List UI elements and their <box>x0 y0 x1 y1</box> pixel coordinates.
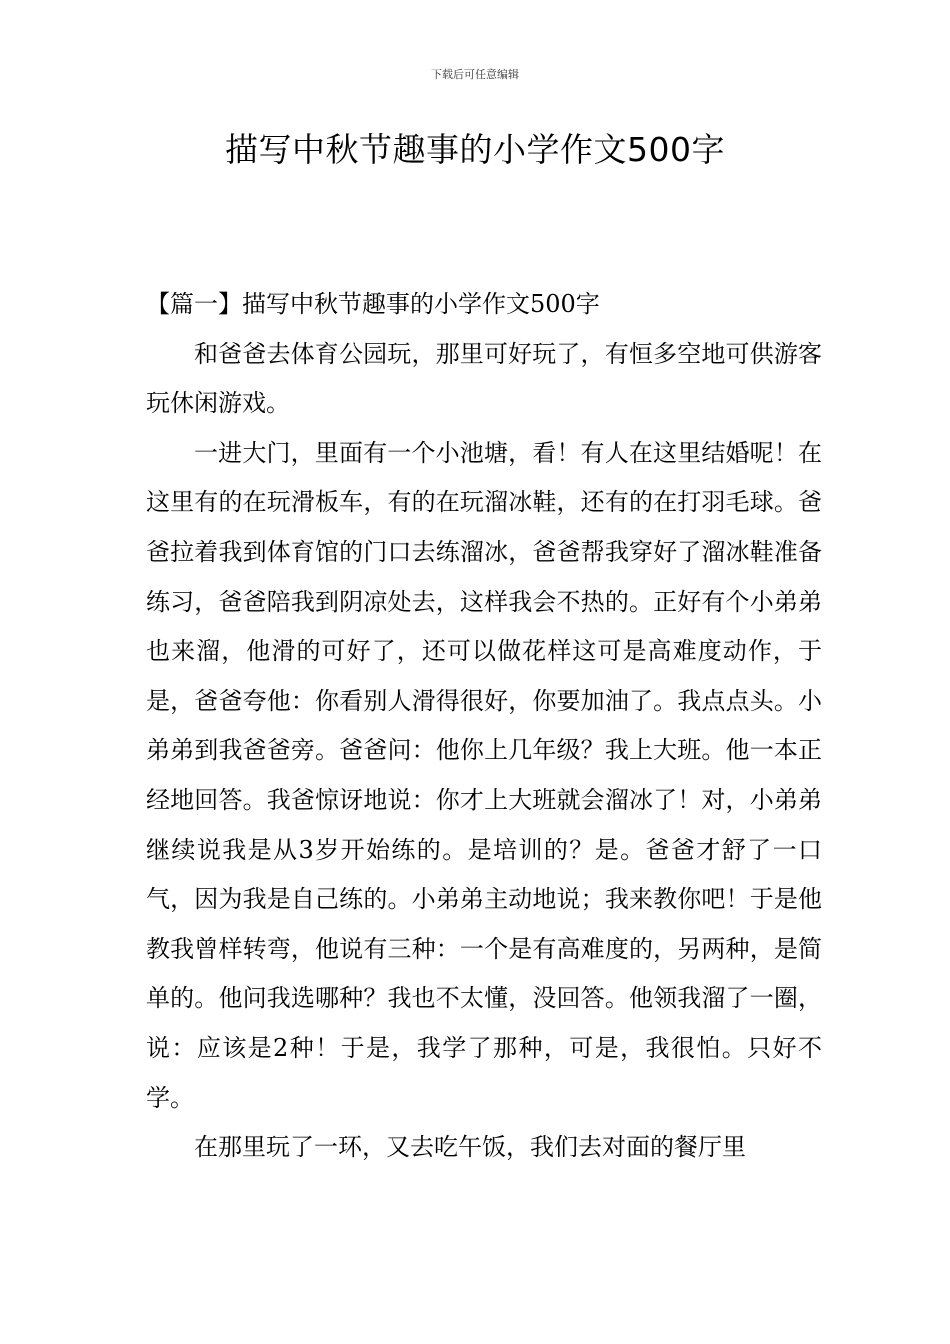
document-title: 描写中秋节趣事的小学作文500字 <box>225 130 725 169</box>
section-heading: 【篇一】描写中秋节趣事的小学作文500字 <box>146 290 600 318</box>
paragraph-1: 和爸爸去体育公园玩，那里可好玩了，有恒多空地可供游客玩休闲游戏。 <box>146 339 822 418</box>
paragraph-3: 在那里玩了一环，又去吃午饭，我们去对面的餐厅里 <box>194 1133 746 1162</box>
page-header-note: 下载后可任意编辑 <box>431 68 519 81</box>
document-body <box>146 280 822 1173</box>
paragraph-2: 一进大门，里面有一个小池塘，看！有人在这里结婚呢！在这里有的在玩滑板车，有的在玩溜冰鞋，还有的在打羽毛球。爸爸拉着我到体育馆的门口去练溜冰，爸爸帮我穿好了溜冰鞋准备练习，爸爸陪我到阴凉处去，这样我会不热的。正好有个小弟弟也来溜，他滑的可好了，还可以做花样这可是高难度动作，于是，爸爸夸他：你看别人滑得很好，你要加油了。我点点头。小弟弟到我爸爸旁。爸爸问：他你上几年级？我上大班。他一本正经地回答。我爸惊讶地说：你才上大班就会溜冰了！对，小弟弟继续说我是从3岁开始练的。是培训的？是。爸爸才舒了一口气，因为我是自己练的。小弟弟主动地说；我来教你吧！于是他教我曾样转弯，他说有三种：一个是有高难度的，另两种，是简单的。他问我选哪种？我也不太懂，没回答。他领我溜了一圈，说：应该是2种！于是，我学了那种，可是，我很怕。只好不学。 <box>146 438 822 1112</box>
